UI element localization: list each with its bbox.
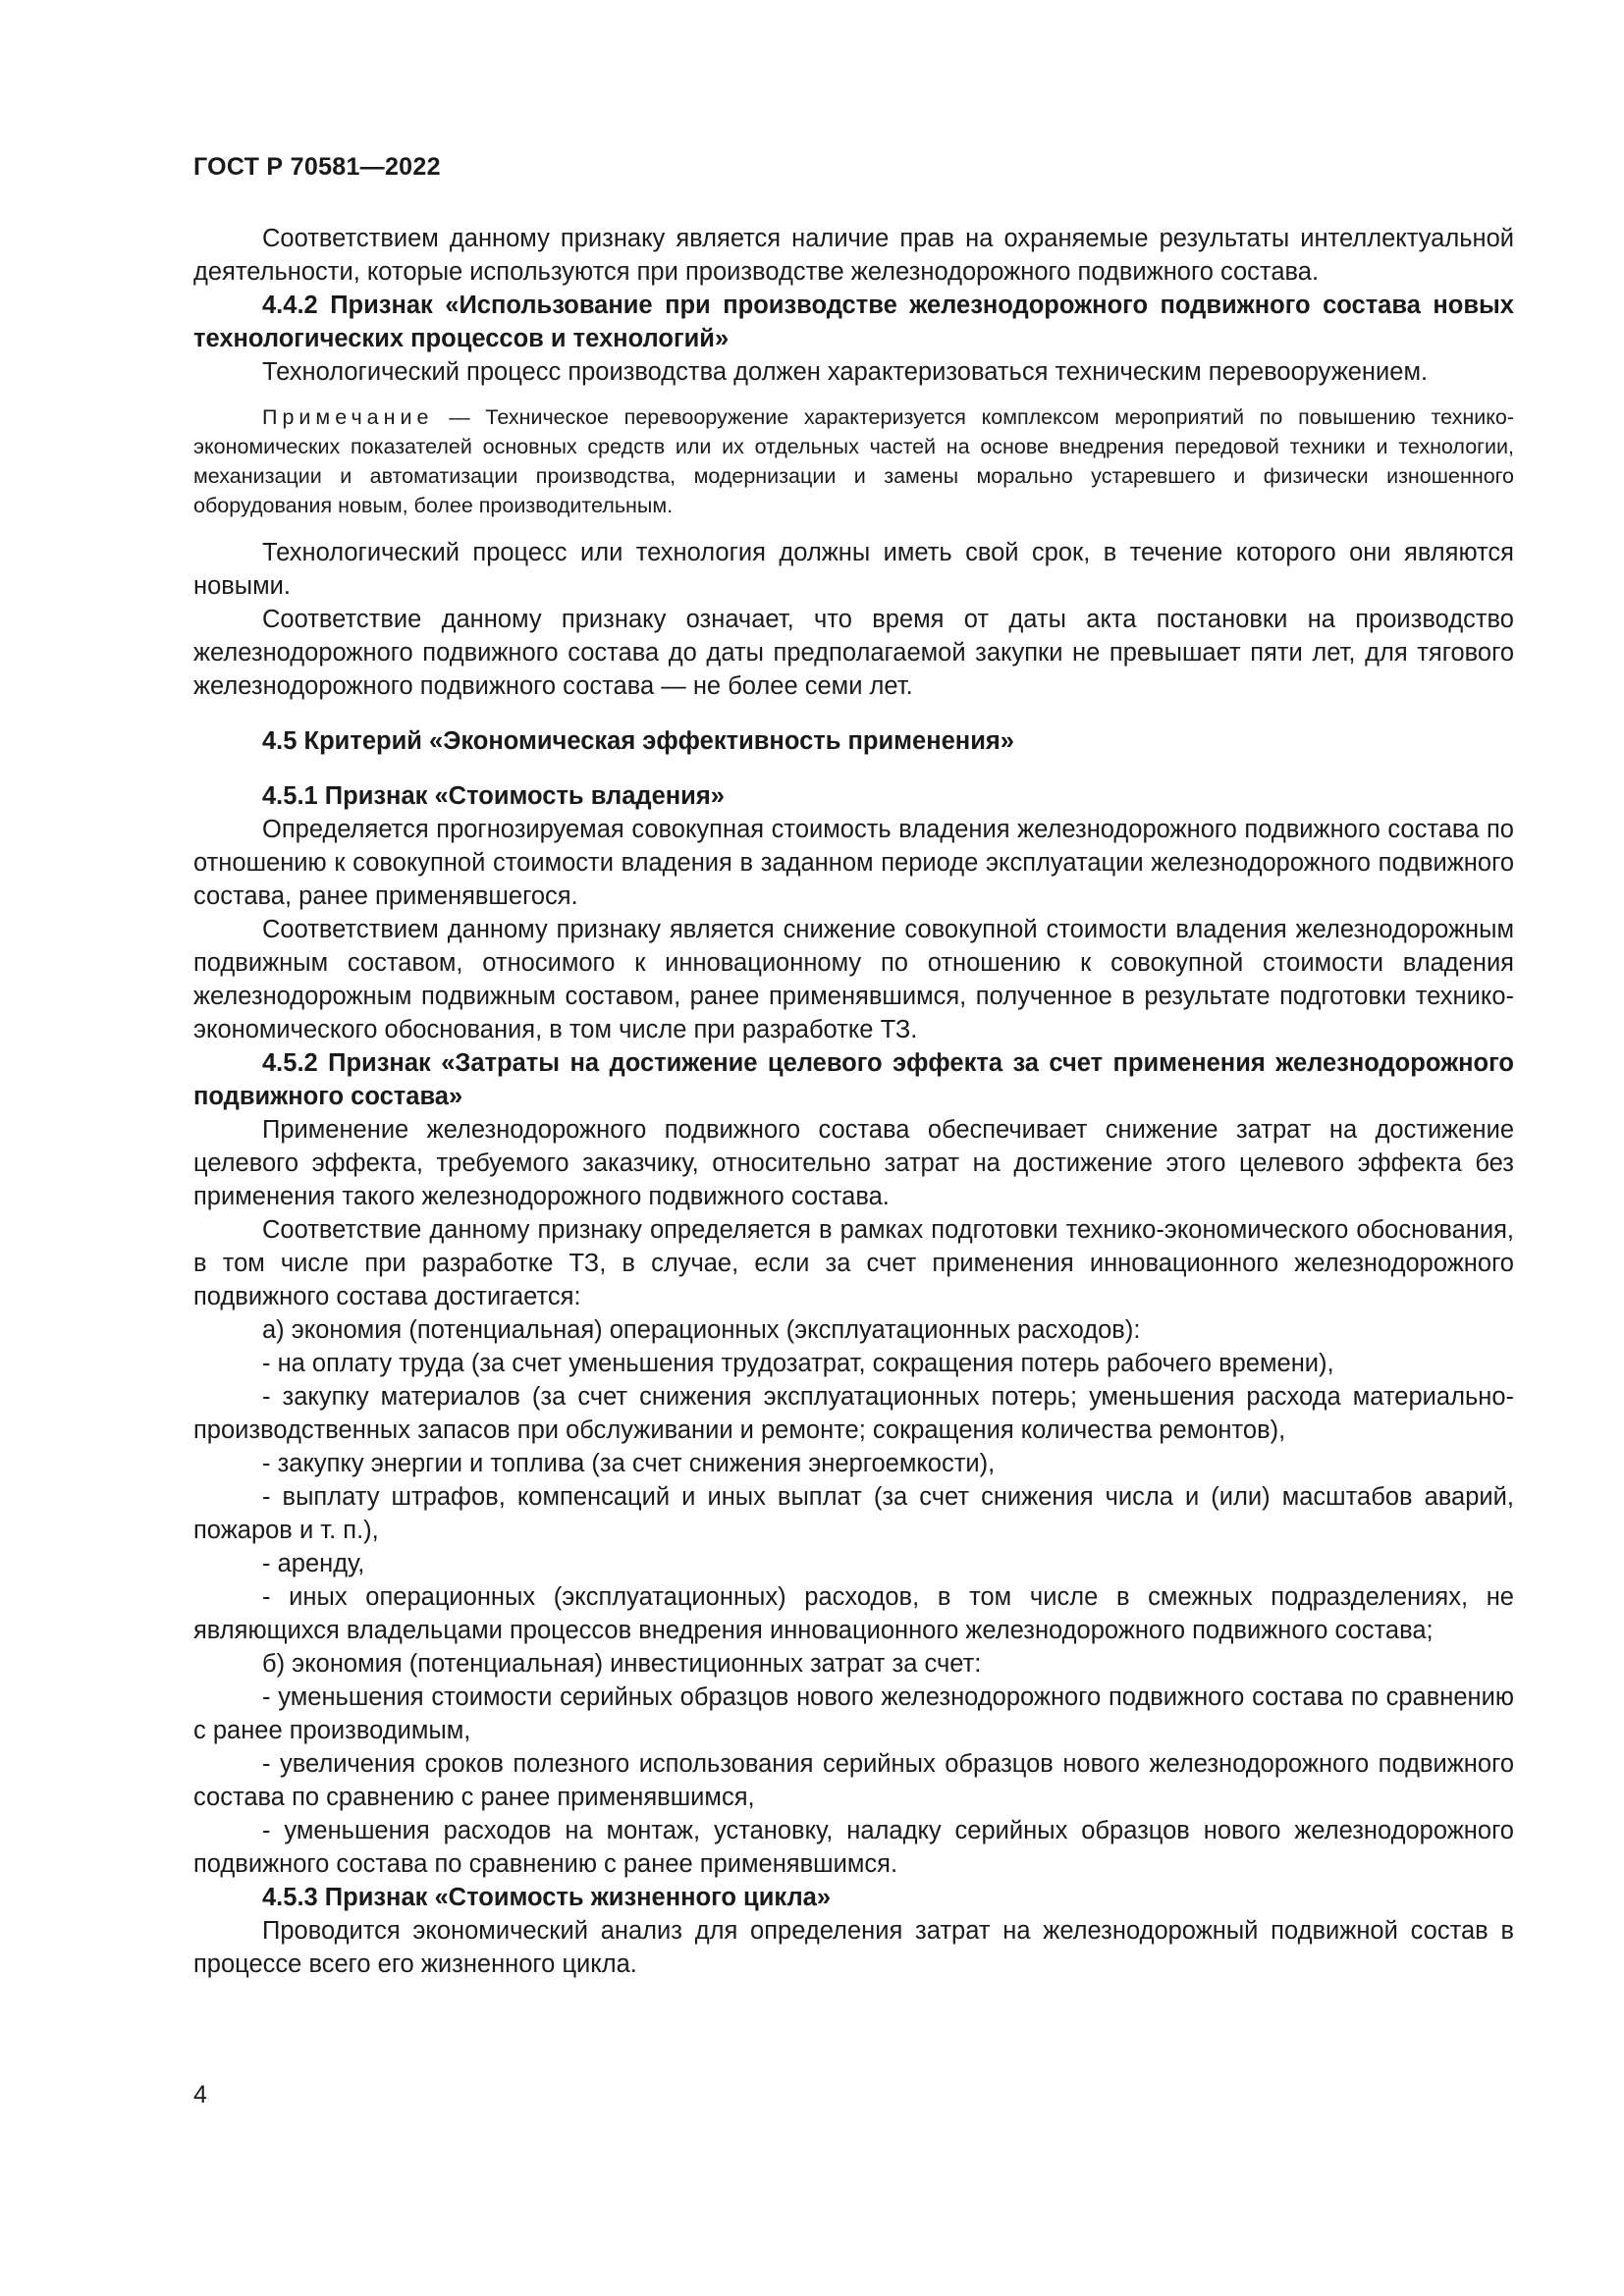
list-item: - уменьшения стоимости серийных образцов нового железнодорожного подвижного состава по сравнению с ранее производимым, xyxy=(193,1683,1514,1744)
document-header: ГОСТ Р 70581—2022 xyxy=(193,153,441,181)
paragraph: Соответствием данному признаку является снижение совокупной стоимости владения железнодорожным подвижным составом, относимого к инновационному по отношению к совокупной стоимости владения железнодорожным подвижным составом, ранее применявшимся, полученное в результате подготовки технико-экономического обоснования, в том числе при разработке ТЗ. xyxy=(193,916,1514,1043)
section-heading-4-4-2: 4.4.2 Признак «Использование при производстве железнодорожного подвижного состава новых технологических процессов и технологий» xyxy=(193,292,1514,352)
paragraph: Соответствие данному признаку определяется в рамках подготовки технико-экономического обоснования, в том числе при разработке ТЗ, в случае, если за счет применения инновационного железнодорожного подвижного состава достигается: xyxy=(193,1216,1514,1310)
section-heading-4-5: 4.5 Критерий «Экономическая эффективность применения» xyxy=(262,727,1014,755)
paragraph: Технологический процесс производства должен характеризоваться техническим перевооружением. xyxy=(262,358,1429,386)
list-item: - увеличения сроков полезного использования серийных образцов нового железнодорожного подвижного состава по сравнению с ранее применявшимся, xyxy=(193,1750,1514,1811)
list-item: - закупку энергии и топлива (за счет снижения энергоемкости), xyxy=(262,1450,996,1477)
list-item: - закупку материалов (за счет снижения эксплуатационных потерь; уменьшения расхода материально-производственных запасов при обслуживании и ремонте; сокращения количества ремонтов), xyxy=(193,1383,1514,1444)
note xyxy=(193,402,1514,520)
page-number: 4 xyxy=(193,2081,207,2109)
paragraph: Соответствие данному признаку означает, что время от даты акта постановки на производство железнодорожного подвижного состава до даты предполагаемой закупки не превышает пяти лет, для тягового железнодорожного подвижного состава — не более семи лет. xyxy=(193,606,1514,700)
section-heading-4-5-2: 4.5.2 Признак «Затраты на достижение целевого эффекта за счет применения железнодорожного подвижного состава» xyxy=(193,1049,1514,1110)
list-item: б) экономия (потенциальная) инвестиционных затрат за счет: xyxy=(262,1650,982,1678)
section-heading-4-5-3: 4.5.3 Признак «Стоимость жизненного цикла» xyxy=(262,1884,832,1911)
list-item: - уменьшения расходов на монтаж, установку, наладку серийных образцов нового железнодорожного подвижного состава по сравнению с ранее применявшимся. xyxy=(193,1817,1514,1878)
paragraph: Применение железнодорожного подвижного состава обеспечивает снижение затрат на достижение целевого эффекта, требуемого заказчику, относительно затрат на достижение этого целевого эффекта без применения такого железнодорожного подвижного состава. xyxy=(193,1116,1514,1210)
paragraph: Проводится экономический анализ для определения затрат на железнодорожный подвижной состав в процессе всего его жизненного цикла. xyxy=(193,1917,1514,1978)
list-item: - на оплату труда (за счет уменьшения трудозатрат, сокращения потерь рабочего времени), xyxy=(262,1350,1334,1377)
paragraph: Технологический процесс или технология должны иметь свой срок, в течение которого они являются новыми. xyxy=(193,539,1514,600)
list-item: - аренду, xyxy=(262,1550,365,1577)
list-item: а) экономия (потенциальная) операционных (эксплуатационных расходов): xyxy=(262,1316,1141,1344)
list-item: - иных операционных (эксплуатационных) расходов, в том числе в смежных подразделениях, не являющихся владельцами процессов внедрения инновационного железнодорожного подвижного состава; xyxy=(193,1583,1514,1644)
note-label: Примечание xyxy=(262,405,434,429)
section-heading-4-5-1: 4.5.1 Признак «Стоимость владения» xyxy=(262,782,725,810)
paragraph: Соответствием данному признаку является наличие прав на охраняемые результаты интеллектуальной деятельности, которые используются при производстве железнодорожного подвижного состава. xyxy=(193,225,1514,286)
paragraph: Определяется прогнозируемая совокупная стоимость владения железнодорожного подвижного состава по отношению к совокупной стоимости владения в заданном периоде эксплуатации железнодорожного подвижного состава, ранее применявшегося. xyxy=(193,816,1514,910)
list-item: - выплату штрафов, компенсаций и иных выплат (за счет снижения числа и (или) масштабов аварий, пожаров и т. п.), xyxy=(193,1483,1514,1544)
document-body xyxy=(193,222,1514,1981)
note-text: — Техническое перевооружение характеризуется комплексом мероприятий по повышению технико-экономических показателей основных средств или их отдельных частей на основе внедрения передовой техники и технологии, механизации и автоматизации производства, модернизации и замены морально устаревшего и физически изношенного оборудования новым, более производительным. xyxy=(193,405,1514,517)
